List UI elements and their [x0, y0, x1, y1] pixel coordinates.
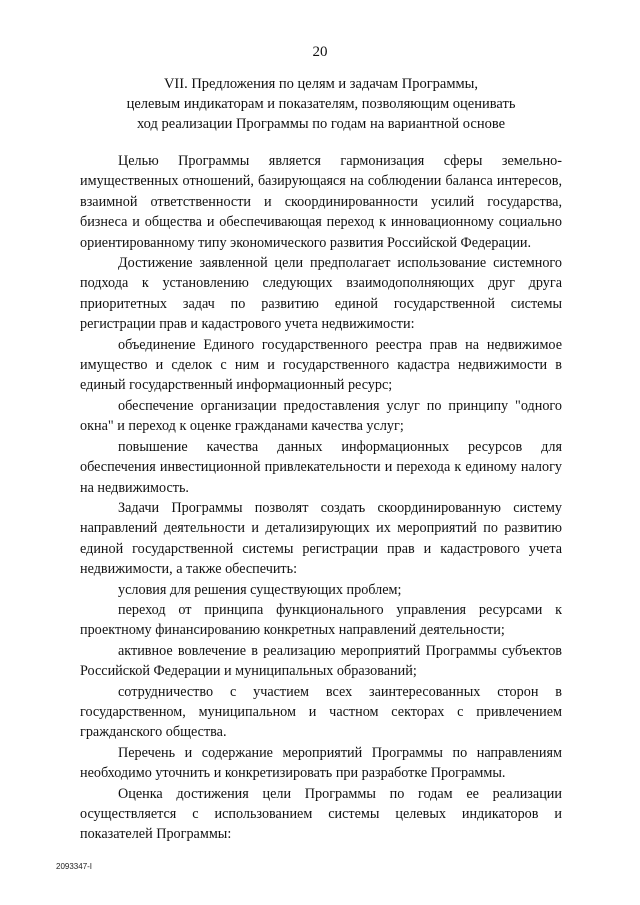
section-title	[80, 74, 562, 134]
paragraph-evaluation: Оценка достижения цели Программы по годам ее реализации осуществляется с использованием системы целевых индикаторов и показателей Программы:	[80, 785, 562, 843]
section-title-line: ход реализации Программы по годам на вариантной основе	[136, 116, 506, 132]
section-title-line: VII. Предложения по целям и задачам Программы,	[163, 76, 479, 92]
paragraph-list-item: обеспечение организации предоставления услуг по принципу "одного окна" и переход к оценке гражданами качества услуг;	[80, 397, 562, 435]
paragraph-list-item: повышение качества данных информационных ресурсов для обеспечения инвестиционной привлекательности и перехода к единому налогу на недвижимость.	[80, 438, 562, 496]
paragraph-tasks: Задачи Программы позволят создать скоординированную систему направлений деятельности и детализирующих их мероприятий по развитию единой государственной системы регистрации прав и кадастрового учета недвижимости, а также обеспечить:	[80, 499, 562, 578]
paragraph-list-item: сотрудничество с участием всех заинтересованных сторон в государственном, муниципальном и частном секторах с привлечением гражданского общества.	[80, 683, 562, 741]
paragraph-list-item: активное вовлечение в реализацию мероприятий Программы субъектов Российской Федерации и муниципальных образований;	[80, 642, 562, 680]
paragraph-measures: Перечень и содержание мероприятий Программы по направлениям необходимо уточнить и конкретизировать при разработке Программы.	[80, 744, 562, 782]
paragraph-list-item: условия для решения существующих проблем;	[118, 581, 402, 598]
page-number: 20	[312, 44, 328, 60]
paragraph-approach: Достижение заявленной цели предполагает использование системного подхода к установлению следующих взаимодополняющих друг друга приоритетных задач по развитию единой государственной системы регистрации прав и кадастрового учета недвижимости:	[80, 255, 562, 333]
paragraph-goal: Целью Программы является гармонизация сферы земельно-имущественных отношений, базирующаяся на соблюдении баланса интересов, взаимной ответственности и скоординированности усилий государства, бизнеса и общества и обеспечивающая переход к инновационному социально ориентированному типу экономического развития Российской Федерации.	[80, 153, 562, 251]
paragraph-list-item: объединение Единого государственного реестра прав на недвижимое имущество и сделок с ним и государственного кадастра недвижимости в единый государственный информационный ресурс;	[80, 336, 562, 394]
paragraph-list-item: переход от принципа функционального управления ресурсами к проектному финансированию конкретных направлений деятельности;	[80, 601, 562, 639]
document-code: 2093347-I	[56, 862, 93, 871]
body-text	[80, 151, 562, 845]
section-title-line: целевым индикаторам и показателям, позволяющим оценивать	[126, 96, 516, 112]
